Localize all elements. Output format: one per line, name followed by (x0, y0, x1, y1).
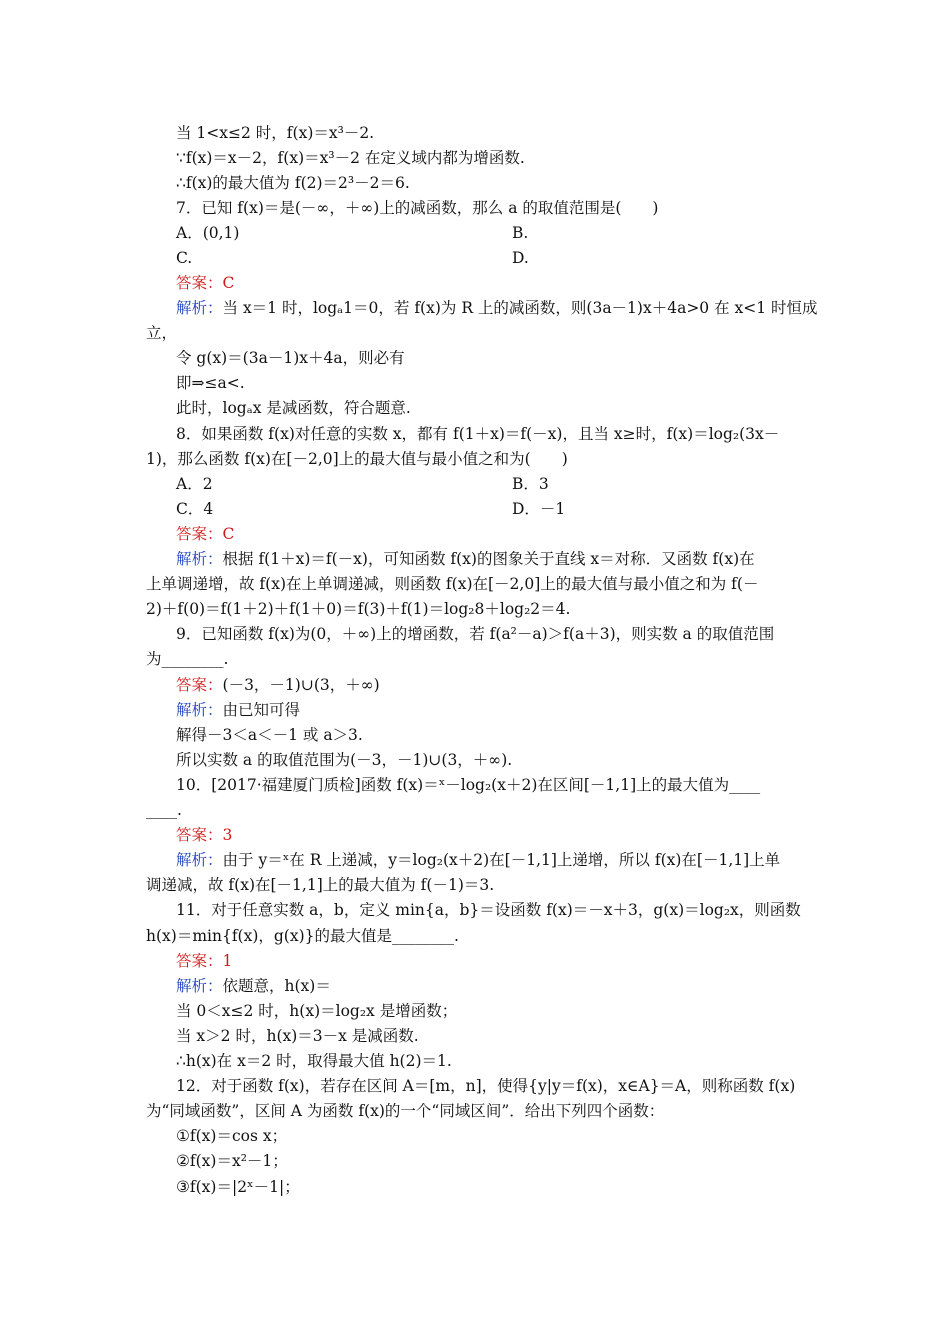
text-line: 即⇒≤a<. (176, 374, 245, 392)
question-10: 10．[2017·福建厦门质检]函数 f(x)＝ˣ－log₂(x＋2)在区间[－1,1]上的最大值为____ (176, 776, 761, 794)
list-item: ③f(x)＝|2ˣ－1|； (176, 1178, 300, 1196)
analysis-line (176, 298, 818, 318)
option-d: D. (512, 249, 529, 267)
text-line: ∵f(x)＝x－2，f(x)＝x³－2 在定义域内都为增函数. (176, 149, 525, 167)
list-item: ②f(x)＝x²－1； (176, 1152, 288, 1170)
analysis-label: 解析： (176, 701, 223, 719)
question-12: 12．对于函数 f(x)，若存在区间 A＝[m，n]，使得{y|y＝f(x)，x∈A}＝A，则称函数 f(x) (176, 1077, 796, 1095)
analysis-label: 解析： (176, 851, 223, 869)
answer-label: 答案：C (176, 525, 235, 543)
answer-label: 答案：3 (176, 826, 233, 844)
text-line: 为“同域函数”，区间 A 为函数 f(x)的一个“同域区间”．给出下列四个函数： (146, 1102, 665, 1120)
question-7: 7．已知 f(x)＝是(－∞，＋∞)上的减函数，那么 a 的取值范围是( ) (176, 199, 659, 217)
answer-label: 答案：1 (176, 952, 233, 970)
text-line: 2)＋f(0)＝f(1＋2)＋f(1＋0)＝f(3)＋f(1)＝log₂8＋log₂2＝4. (146, 600, 571, 618)
analysis-text: 由于 y＝ˣ在 R 上递减，y＝log₂(x＋2)在[－1,1]上递增，所以 f(x)在[－1,1]上单 (222, 851, 781, 869)
analysis-line (176, 976, 331, 996)
option-a: A．(0,1) (176, 224, 240, 242)
analysis-text: 依题意，h(x)＝ (222, 977, 331, 995)
analysis-line (176, 549, 755, 569)
question-9: 9．已知函数 f(x)为(0，＋∞)上的增函数，若 f(a²－a)＞f(a＋3)，则实数 a 的取值范围 (176, 625, 775, 643)
list-item: ①f(x)＝cos x； (176, 1127, 288, 1145)
text-line: ∴f(x)的最大值为 f(2)＝2³－2＝6. (176, 174, 410, 192)
analysis-text: 由已知可得 (222, 701, 301, 719)
text-line: 为________. (146, 650, 229, 668)
analysis-label: 解析： (176, 550, 223, 568)
option-b: B．3 (512, 475, 549, 493)
option-c: C．4 (176, 500, 214, 518)
text-line: 当 x＞2 时，h(x)＝3－x 是减函数. (176, 1027, 419, 1045)
text-line: h(x)＝min{f(x)，g(x)}的最大值是________. (146, 927, 459, 945)
option-c: C. (176, 249, 193, 267)
text-line: 调递减，故 f(x)在[－1,1]上的最大值为 f(－1)＝3. (146, 876, 495, 894)
text-line: 所以实数 a 的取值范围为(－3，－1)∪(3，＋∞). (176, 751, 513, 769)
analysis-text: 当 x＝1 时，logₐ1＝0，若 f(x)为 R 上的减函数，则(3a－1)x＋4a>0 在 x<1 时恒成 (222, 299, 818, 317)
text-line: 解得－3＜a＜－1 或 a＞3. (176, 726, 363, 744)
text-line: 令 g(x)＝(3a－1)x＋4a，则必有 (176, 349, 405, 367)
text-line: ∴h(x)在 x＝2 时，取得最大值 h(2)＝1. (176, 1052, 452, 1070)
analysis-line (176, 700, 300, 720)
text-line: 此时，logₐx 是减函数，符合题意. (176, 399, 411, 417)
answer-line (176, 675, 380, 695)
analysis-line (176, 850, 780, 870)
text-line: ____. (146, 801, 182, 819)
option-b: B. (512, 224, 529, 242)
text-line: 当 1<x≤2 时，f(x)＝x³－2. (176, 124, 375, 142)
question-11: 11．对于任意实数 a，b，定义 min{a，b}＝设函数 f(x)＝－x＋3，g(x)＝log₂x，则函数 (176, 901, 801, 919)
text-line: 上单调递增，故 f(x)在上单调递减，则函数 f(x)在[－2,0]上的最大值与最小值之和为 f(－ (146, 575, 759, 593)
answer-text: (－3，－1)∪(3，＋∞) (222, 676, 380, 694)
text-line: 1)，那么函数 f(x)在[－2,0]上的最大值与最小值之和为( ) (146, 450, 568, 468)
option-d: D．－1 (512, 500, 566, 518)
analysis-text: 根据 f(1＋x)＝f(－x)，可知函数 f(x)的图象关于直线 x＝对称．又函数 f(x)在 (222, 550, 755, 568)
answer-label: 答案： (176, 676, 223, 694)
text-line: 立， (146, 324, 178, 342)
question-8: 8．如果函数 f(x)对任意的实数 x，都有 f(1＋x)＝f(－x)，且当 x≥时，f(x)＝log₂(3x－ (176, 425, 780, 443)
option-a: A．2 (176, 475, 213, 493)
analysis-label: 解析： (176, 977, 223, 995)
answer-label: 答案：C (176, 274, 235, 292)
analysis-label: 解析： (176, 299, 223, 317)
text-line: 当 0＜x≤2 时，h(x)＝log₂x 是增函数； (176, 1002, 458, 1020)
